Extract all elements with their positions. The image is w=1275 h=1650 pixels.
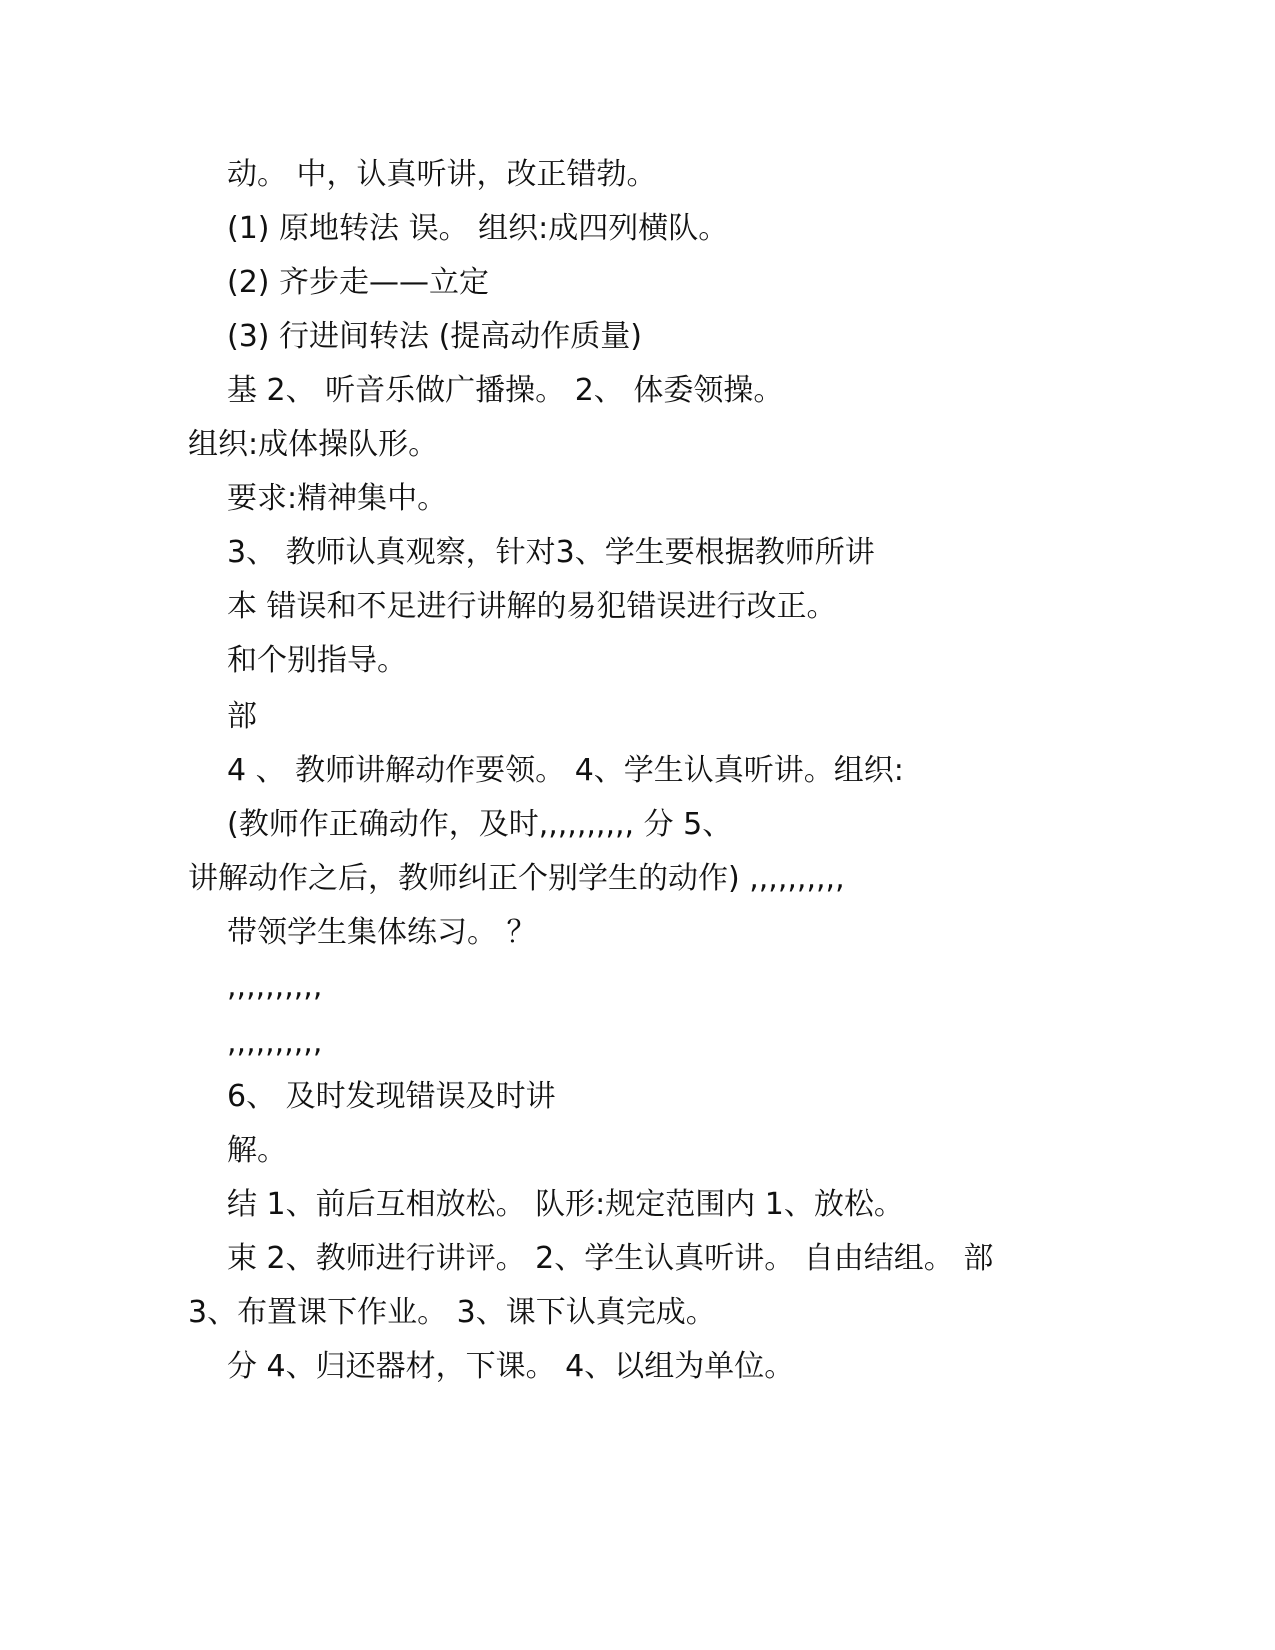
text-line: 带领学生集体练习。 ？	[227, 915, 537, 950]
text-line: 基 2、 听音乐做广播操。 2、 体委领操。	[227, 373, 784, 408]
text-line: 部	[227, 699, 257, 734]
text-line: 3、 教师认真观察，针对3、学生要根据教师所讲	[227, 535, 875, 570]
text-line: 讲解动作之后，教师纠正个别学生的动作) ,,,,,,,,,,	[188, 861, 845, 896]
text-line: ,,,,,,,,,,	[227, 969, 323, 1004]
text-line: (1) 原地转法 误。 组织:成四列横队。	[227, 211, 729, 246]
text-line: 和个别指导。	[227, 643, 407, 678]
text-line: 4 、 教师讲解动作要领。 4、学生认真听讲。组织:	[227, 753, 904, 788]
text-line: 6、 及时发现错误及时讲	[227, 1079, 556, 1114]
text-line: (2) 齐步走——立定	[227, 265, 490, 300]
text-line: 结 1、前后互相放松。 队形:规定范围内 1、放松。	[227, 1187, 904, 1222]
text-line: 分 4、归还器材，下课。 4、以组为单位。	[227, 1349, 795, 1384]
text-line: 动。 中，认真听讲，改正错勃。	[227, 157, 657, 192]
text-line: ,,,,,,,,,,	[227, 1025, 323, 1060]
text-line: 解。	[227, 1133, 287, 1168]
text-line: 要求:精神集中。	[227, 481, 448, 516]
text-line: 组织:成体操队形。	[188, 427, 439, 462]
text-line: 3、布置课下作业。 3、课下认真完成。	[188, 1295, 716, 1330]
text-line: (教师作正确动作，及时,,,,,,,,,, 分 5、	[227, 807, 733, 842]
text-line: 本 错误和不足进行讲解的易犯错误进行改正。	[227, 589, 837, 624]
text-line: 束 2、教师进行讲评。 2、学生认真听讲。 自由结组。 部	[227, 1241, 994, 1276]
text-line: (3) 行进间转法 (提高动作质量)	[227, 319, 642, 354]
